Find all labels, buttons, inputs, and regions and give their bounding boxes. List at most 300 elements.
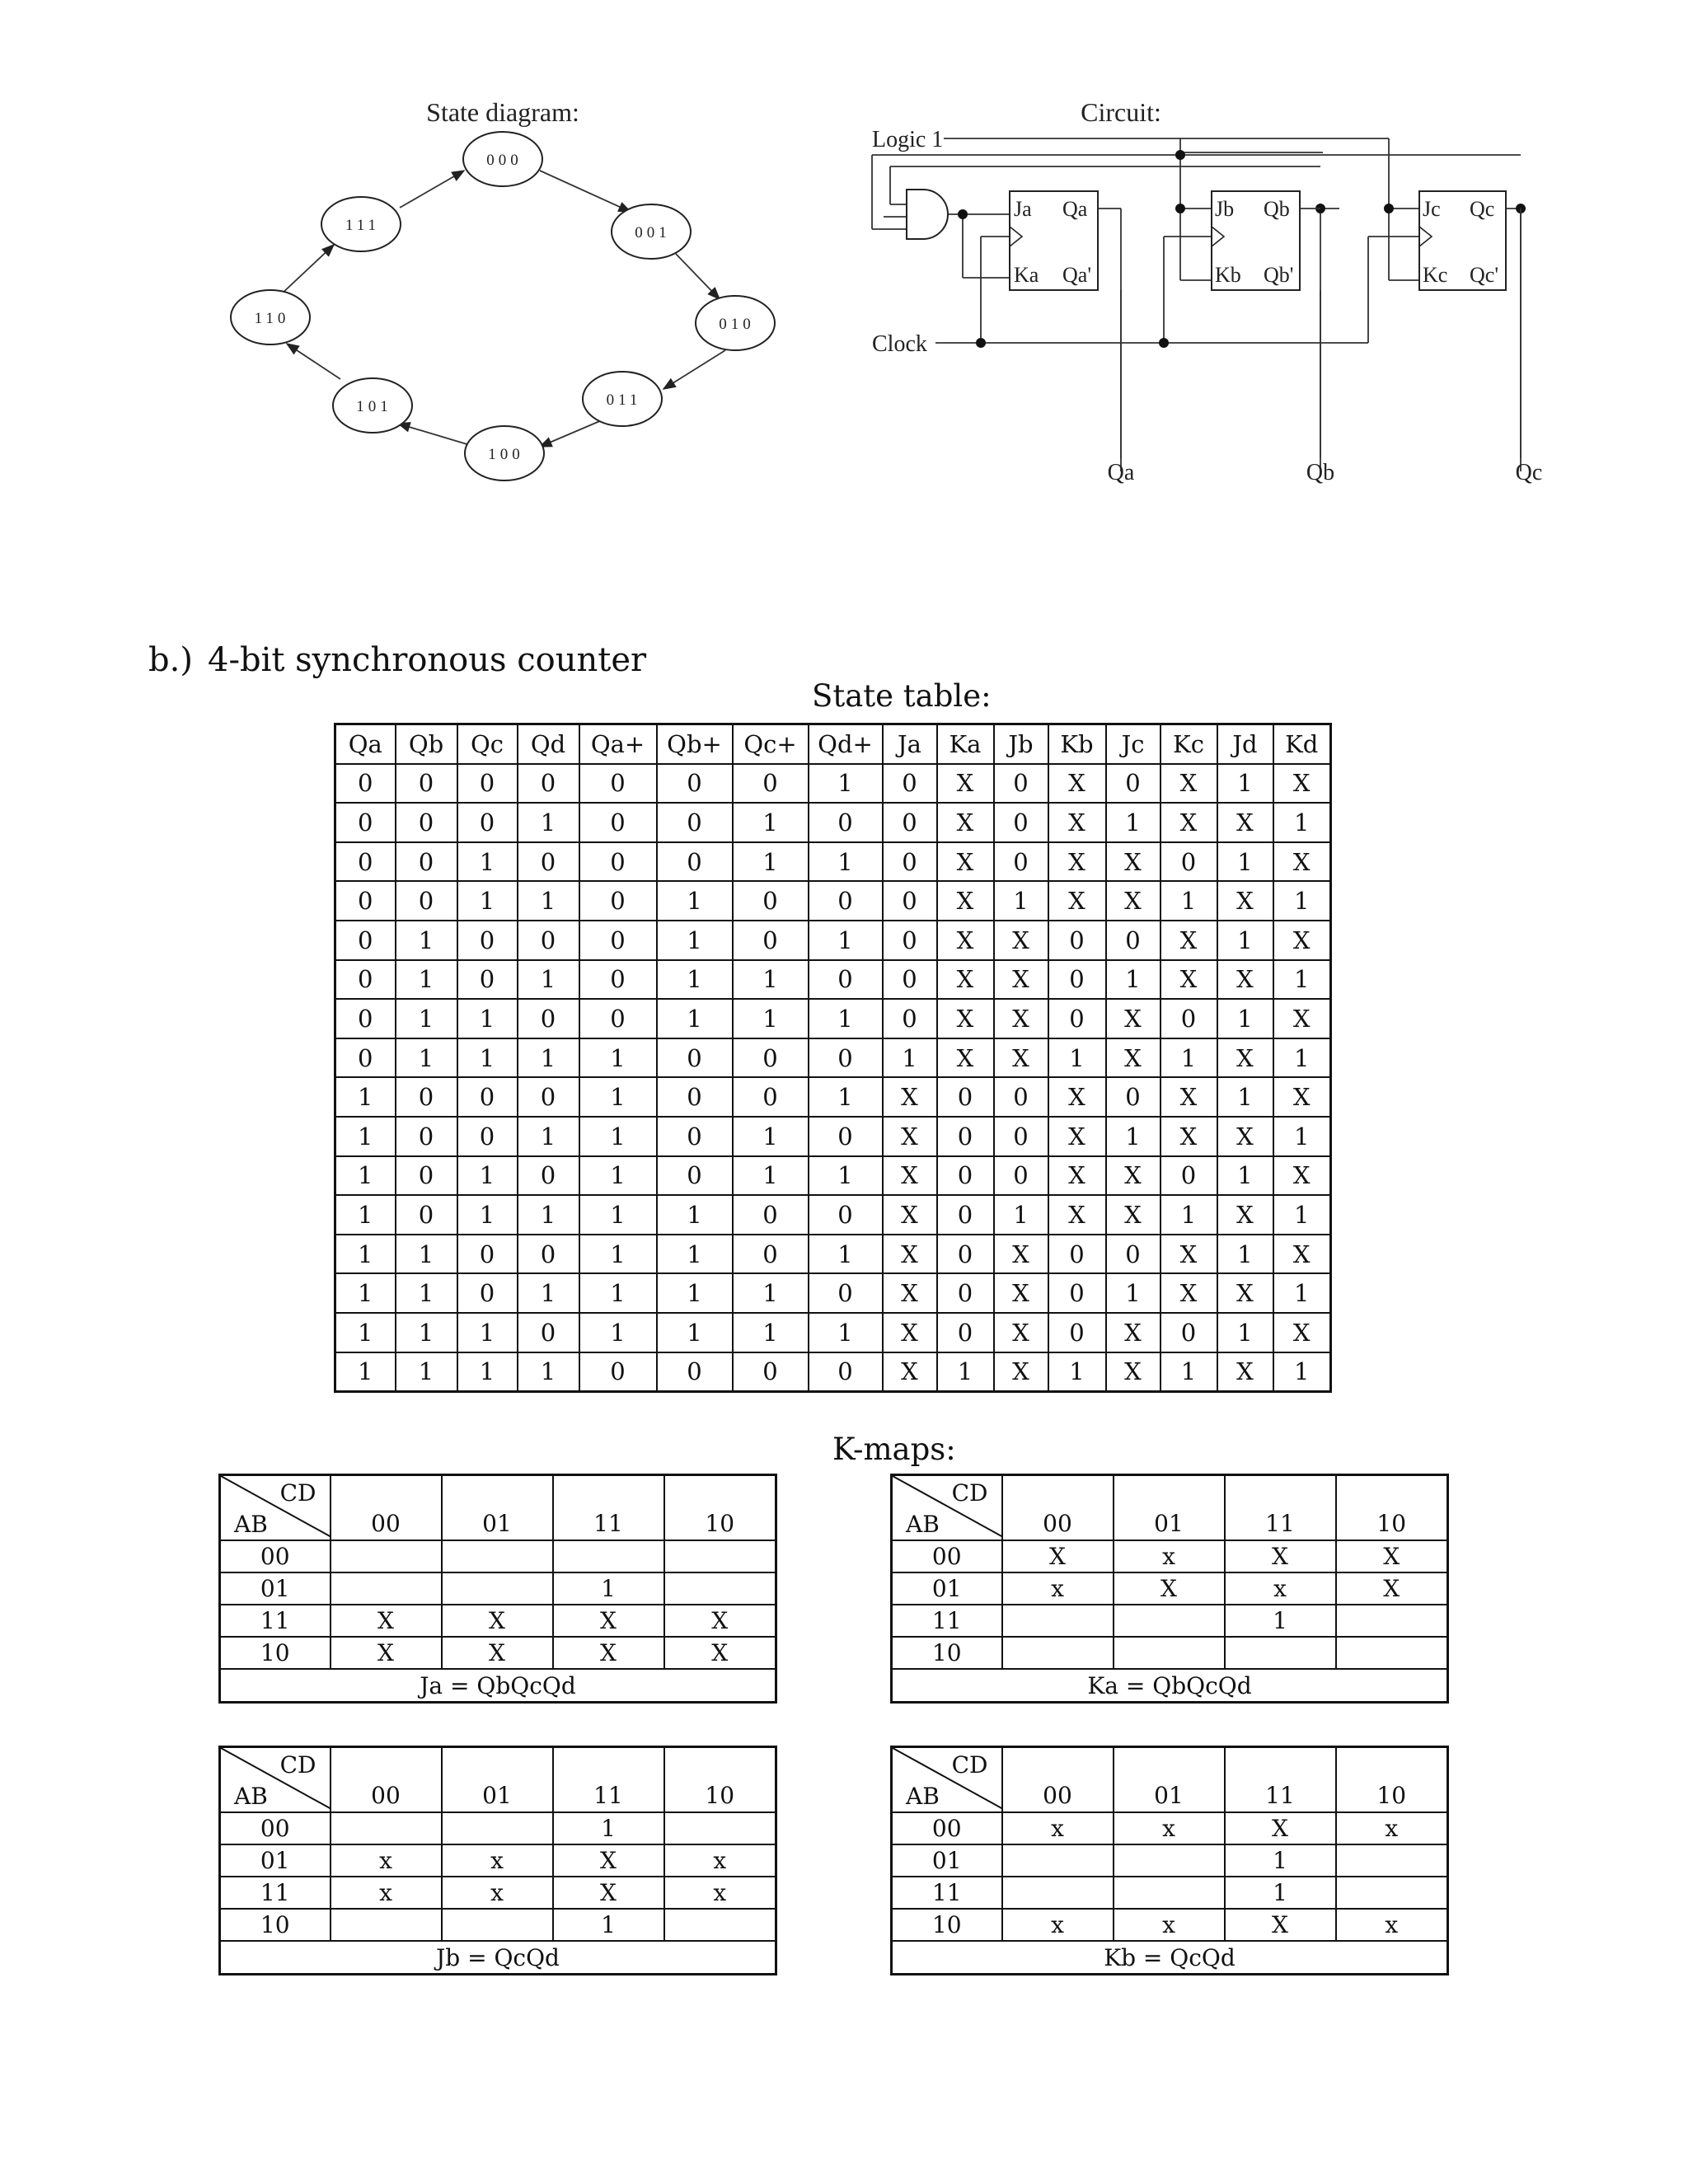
state-table-cell: 0 [883,999,937,1038]
state-table-header-cell: Jd [1217,724,1273,764]
section-heading [148,641,646,679]
state-table [334,723,1332,1393]
kmap-cell: x [331,1877,442,1909]
state-table-cell: X [883,1235,937,1274]
state-table-cell: X [1217,1038,1273,1078]
state-table-cell: 0 [335,764,396,804]
state-table-cell: X [1048,1117,1106,1156]
state-table-cell: 0 [518,921,579,960]
transition-100-101 [398,424,470,445]
state-table-cell: X [883,1117,937,1156]
state-table-cell: 0 [733,1235,809,1274]
state-table-cell: 0 [1048,1313,1106,1352]
kmap-ka [890,1474,1449,1704]
state-table-cell: X [1273,1313,1331,1352]
kmap-col-header: 01 [1114,1475,1225,1541]
state-table-cell: 0 [518,1235,579,1274]
state-table-row [335,1235,1331,1274]
flipflop-a [1010,191,1098,290]
state-table-cell: 1 [657,1195,733,1235]
state-table-header-cell: Qa [335,724,396,764]
state-table-cell: 0 [809,1273,883,1313]
kmap-cell [1225,1637,1336,1669]
kmap-row-header: 01 [892,1844,1002,1877]
state-table-cell: 1 [396,1352,457,1392]
state-table-cell: 1 [883,1038,937,1078]
state-table-header-cell: Kd [1273,724,1331,764]
kmap-corner [220,1475,331,1541]
state-table-cell: 0 [883,881,937,921]
state-table-cell: 0 [657,842,733,882]
state-table-cell: 1 [335,1156,396,1196]
state-table-cell: 0 [657,1077,733,1117]
state-table-cell: 0 [335,803,396,842]
state-table-cell: 1 [1217,999,1273,1038]
state-table-cell: 1 [809,1313,883,1352]
state-table-header-cell: Qb+ [657,724,733,764]
state-table-cell: X [1217,881,1273,921]
circuit-title: Circuit: [1081,97,1161,127]
state-table-cell: X [1273,1156,1331,1196]
kmap-cell: X [664,1605,776,1637]
state-table-cell: 0 [657,764,733,804]
kmap-cell: x [664,1877,776,1909]
kmap-cell: X [553,1605,664,1637]
kmap-cell: 1 [1225,1877,1336,1909]
state-table-cell: 1 [579,1235,657,1274]
kmap-row-header: 11 [892,1605,1002,1637]
transition-101-110 [287,344,340,379]
state-table-cell: 1 [457,1313,518,1352]
state-table-cell: 1 [335,1313,396,1352]
state-table-cell: 1 [335,1273,396,1313]
kmap-row [220,1844,776,1877]
state-table-cell: X [1273,842,1331,882]
state-table-cell: 0 [994,1077,1048,1117]
state-table-cell: 0 [579,881,657,921]
state-table-header [335,724,1331,764]
state-table-cell: X [1217,1117,1273,1156]
state-table-cell: 1 [1048,1352,1106,1392]
state-table-cell: 0 [457,1273,518,1313]
state-table-header-cell: Ja [883,724,937,764]
state-table-cell: X [937,881,994,921]
state-table-cell: X [1106,1352,1160,1392]
kmap-row [892,1812,1448,1844]
state-table-cell: X [1106,1156,1160,1196]
state-table-cell: X [994,960,1048,1000]
state-table-cell: 0 [994,803,1048,842]
state-table-cell: 1 [518,1195,579,1235]
state-table-cell: 1 [1273,881,1331,921]
kmap-cell [1114,1877,1225,1909]
state-table-row [335,921,1331,960]
state-table-cell: X [1106,842,1160,882]
state-table-cell: 0 [579,803,657,842]
state-label-111: 111 [345,217,381,234]
state-table-cell: 0 [733,1195,809,1235]
state-table-cell: 1 [1106,960,1160,1000]
state-table-row [335,1077,1331,1117]
kmap-cell [1336,1605,1448,1637]
kmap-cell [1002,1637,1114,1669]
state-table-cell: 0 [657,1038,733,1078]
state-table-cell: 0 [518,1313,579,1352]
state-label-000: 000 [486,152,523,169]
kmap-cell: X [553,1637,664,1669]
state-table-cell: 0 [937,1235,994,1274]
state-table-row [335,999,1331,1038]
state-table-cell: 0 [1160,842,1217,882]
state-table-cell: X [1106,1195,1160,1235]
state-table-cell: 1 [1273,1273,1331,1313]
state-table-cell: 1 [809,1077,883,1117]
state-table-cell: 1 [1273,803,1331,842]
kmap-cell: x [1002,1572,1114,1605]
state-table-cell: 0 [1048,1273,1106,1313]
kmap-col-header: 01 [1114,1747,1225,1813]
state-table-cell: 1 [733,960,809,1000]
state-label-011: 011 [606,391,642,409]
logic-1-label: Logic 1 [872,127,944,152]
state-table-cell: X [994,1235,1048,1274]
kmap-col-header: 00 [331,1475,442,1541]
junction-dot [976,338,986,348]
state-table-cell: 1 [396,1235,457,1274]
kmap-col-header: 00 [1002,1475,1114,1541]
state-table-cell: 0 [1048,921,1106,960]
state-table-cell: 0 [1106,764,1160,804]
kmap-row-header: 01 [892,1572,1002,1605]
state-table-cell: 0 [335,921,396,960]
state-table-cell: X [994,999,1048,1038]
state-table-cell: X [1048,1077,1106,1117]
kmap-cell: X [1225,1909,1336,1941]
state-table-cell: 0 [809,1038,883,1078]
kmap-cell: 1 [553,1909,664,1941]
state-table-cell: 1 [579,1195,657,1235]
state-table-cell: 1 [396,1038,457,1078]
kmap-row [220,1637,776,1669]
kmap-col-header: 10 [1336,1747,1448,1813]
kmap-row-header: 00 [220,1540,331,1572]
kmap-cell: x [1114,1909,1225,1941]
state-table-row [335,764,1331,804]
clock-label: Clock [872,331,927,357]
state-table-header-cell: Jb [994,724,1048,764]
state-table-cell: 0 [579,764,657,804]
kmap-row-var: AB [906,1511,940,1538]
state-table-cell: 0 [809,1117,883,1156]
kmap-row-header: 11 [892,1877,1002,1909]
state-table-header-cell: Qb [396,724,457,764]
kmap-cell [442,1540,553,1572]
state-table-header-cell: Qa+ [579,724,657,764]
state-table-cell: 1 [396,1313,457,1352]
state-table-cell: 1 [396,921,457,960]
transition-001-010 [676,254,720,299]
kmap-row [892,1572,1448,1605]
state-table-cell: 0 [1048,999,1106,1038]
state-table-cell: 0 [396,1156,457,1196]
kmap-row-var: AB [234,1783,268,1810]
state-label-100: 100 [488,446,524,463]
kmap-row-header: 10 [892,1637,1002,1669]
state-table-cell: 1 [657,960,733,1000]
counter-circuit [824,0,1688,527]
state-table-cell: X [883,1077,937,1117]
kmap-col-header: 11 [553,1475,664,1541]
state-table-cell: X [1106,1313,1160,1352]
flipflop-c [1419,191,1506,290]
state-table-cell: 1 [657,1235,733,1274]
state-table-cell: X [1273,764,1331,804]
state-table-cell: 0 [457,1117,518,1156]
state-table-cell: 0 [937,1195,994,1235]
kmap-cell [1336,1877,1448,1909]
state-table-cell: 0 [657,1156,733,1196]
state-table-cell: X [1217,960,1273,1000]
state-table-cell: X [1273,1235,1331,1274]
flipflop-b-j: Jb [1215,197,1235,221]
state-table-cell: X [1160,921,1217,960]
kmap-cell: X [442,1605,553,1637]
kmap-row-header: 10 [892,1909,1002,1941]
state-table-cell: 1 [579,1313,657,1352]
state-table-cell: 0 [335,999,396,1038]
kmap-cell [442,1812,553,1844]
state-table-cell: X [1048,881,1106,921]
state-table-cell: 1 [1217,921,1273,960]
kmap-equation: Ja = QbQcQd [220,1669,776,1703]
kmap-col-var: CD [951,1479,988,1507]
state-table-cell: X [1273,999,1331,1038]
state-table-cell: 1 [1106,1117,1160,1156]
state-table-cell: X [883,1273,937,1313]
kmap-cell [442,1909,553,1941]
state-table-cell: X [937,1038,994,1078]
state-table-cell: 1 [733,1273,809,1313]
state-table-row [335,960,1331,1000]
section-title: 4-bit synchronous counter [208,641,647,679]
state-table-cell: 0 [457,921,518,960]
kmap-cell: x [442,1877,553,1909]
state-table-header-cell: Kb [1048,724,1106,764]
state-table-cell: 1 [518,803,579,842]
state-table-cell: 0 [396,881,457,921]
state-table-cell: X [994,1313,1048,1352]
junction-dot [1175,204,1185,213]
state-table-cell: 0 [579,999,657,1038]
kmap-col-header: 11 [553,1747,664,1813]
transition-111-000 [400,171,464,208]
kmap-cell [1002,1844,1114,1877]
state-table-cell: 1 [396,999,457,1038]
state-table-cell: X [994,1273,1048,1313]
state-table-row [335,1038,1331,1078]
kmap-cell: X [553,1877,664,1909]
state-table-cell: 0 [579,960,657,1000]
state-table-cell: X [883,1195,937,1235]
kmap-cell: X [331,1605,442,1637]
state-label-001: 001 [635,224,671,241]
state-table-cell: 0 [518,999,579,1038]
state-table-cell: 0 [396,764,457,804]
kmap-cell: X [1002,1540,1114,1572]
state-table-cell: 1 [1273,1038,1331,1078]
kmap-cell [331,1540,442,1572]
kmap-col-header: 00 [1002,1747,1114,1813]
kmap-row-header: 00 [220,1812,331,1844]
kmap-cell [1336,1637,1448,1669]
state-table-cell: 1 [335,1352,396,1392]
kmap-row-header: 10 [220,1909,331,1941]
kmap-cell [664,1540,776,1572]
state-label-110: 110 [254,310,290,327]
state-table-cell: 0 [937,1156,994,1196]
state-table-cell: X [883,1352,937,1392]
state-table-cell: 1 [657,999,733,1038]
state-table-cell: 1 [809,921,883,960]
output-qb: Qb [1306,460,1335,485]
state-table-cell: 0 [1106,1077,1160,1117]
state-table-cell: 1 [733,842,809,882]
state-table-cell: X [994,1038,1048,1078]
state-table-cell: 1 [1217,764,1273,804]
kmap-cell: x [331,1844,442,1877]
state-table-cell: 0 [657,1352,733,1392]
kmap-row-header: 01 [220,1572,331,1605]
state-table-cell: 0 [335,842,396,882]
state-table-header-cell: Jc [1106,724,1160,764]
state-table-cell: 1 [579,1156,657,1196]
state-table-cell: X [1048,1156,1106,1196]
state-table-cell: 1 [518,960,579,1000]
state-table-cell: 0 [1048,960,1106,1000]
state-table-cell: 1 [733,1156,809,1196]
state-table-cell: 0 [809,881,883,921]
state-table-cell: 1 [457,1352,518,1392]
state-table-cell: 1 [335,1195,396,1235]
kmap-equation: Ka = QbQcQd [892,1669,1448,1703]
state-table-cell: 0 [396,1195,457,1235]
flipflop-c-qn: Qc' [1470,263,1499,287]
kmap-row [220,1909,776,1941]
state-table-row [335,1352,1331,1392]
state-table-row [335,881,1331,921]
state-table-cell: 1 [518,1117,579,1156]
state-table-cell: X [1160,803,1217,842]
kmap-row [892,1877,1448,1909]
state-table-cell: 0 [335,960,396,1000]
kmap-row [892,1909,1448,1941]
state-table-cell: 1 [994,881,1048,921]
transition-011-100 [540,420,602,447]
kmap-cell [1114,1637,1225,1669]
state-table-cell: X [937,999,994,1038]
junction-dot [1175,150,1185,160]
kmap-cell [1336,1844,1448,1877]
state-table-cell: 0 [733,1038,809,1078]
state-table-cell: 1 [518,1038,579,1078]
state-table-cell: 0 [457,803,518,842]
kmap-cell: 1 [1225,1844,1336,1877]
state-table-cell: 0 [1048,1235,1106,1274]
state-table-cell: 0 [883,921,937,960]
flipflop-b-q: Qb [1264,197,1290,221]
state-table-cell: 0 [883,960,937,1000]
kmap-row-header: 00 [892,1540,1002,1572]
state-table-cell: 0 [457,764,518,804]
kmap-cell: x [442,1844,553,1877]
state-table-cell: 0 [518,842,579,882]
state-table-cell: 0 [1106,921,1160,960]
kmap-equation: Kb = QcQd [892,1941,1448,1975]
state-table-title: State table: [812,678,992,714]
state-table-cell: 0 [733,1352,809,1392]
output-qc: Qc [1515,460,1543,485]
state-table-cell: 0 [579,1352,657,1392]
state-table-cell: 1 [1273,960,1331,1000]
kmap-cell: X [1225,1540,1336,1572]
state-table-row [335,842,1331,882]
state-table-cell: 0 [733,1077,809,1117]
state-table-cell: 0 [937,1313,994,1352]
state-table-cell: 1 [733,1117,809,1156]
state-table-cell: 1 [457,1195,518,1235]
state-table-cell: X [1106,881,1160,921]
flipflop-c-k: Kc [1423,263,1448,287]
state-table-cell: X [994,921,1048,960]
kmap-cell: x [1225,1572,1336,1605]
state-table-cell: 1 [579,1077,657,1117]
state-table-cell: 0 [809,803,883,842]
state-table-cell: X [937,842,994,882]
state-table-cell: X [883,1156,937,1196]
kmap-cell: X [1336,1540,1448,1572]
state-table-cell: 0 [733,921,809,960]
state-table-row [335,1195,1331,1235]
state-table-cell: 0 [657,803,733,842]
kmap-row-var: AB [906,1783,940,1810]
kmap-row [892,1637,1448,1669]
state-table-cell: 1 [1217,842,1273,882]
kmap-row-header: 11 [220,1877,331,1909]
state-table-cell: 0 [883,842,937,882]
state-table-cell: 1 [579,1273,657,1313]
kmap-row-var: AB [234,1511,268,1538]
kmap-cell [1114,1605,1225,1637]
state-table-cell: 0 [457,1235,518,1274]
kmap-row [892,1540,1448,1572]
kmap-col-header: 01 [442,1747,553,1813]
kmap-row [892,1605,1448,1637]
state-table-cell: 1 [579,1117,657,1156]
kmap-cell: X [553,1844,664,1877]
state-table-cell: 0 [809,1352,883,1392]
state-table-cell: 1 [1160,1038,1217,1078]
kmap-cell: 1 [1225,1605,1336,1637]
flipflop-a-q: Qa [1062,197,1088,221]
state-table-cell: 1 [809,1235,883,1274]
state-table-cell: 1 [657,881,733,921]
state-table-cell: 1 [1106,803,1160,842]
state-table-cell: 0 [457,960,518,1000]
flipflop-a-qn: Qa' [1062,263,1092,287]
state-table-cell: 1 [1160,1352,1217,1392]
kmap-col-header: 00 [331,1747,442,1813]
state-table-cell: 0 [809,960,883,1000]
